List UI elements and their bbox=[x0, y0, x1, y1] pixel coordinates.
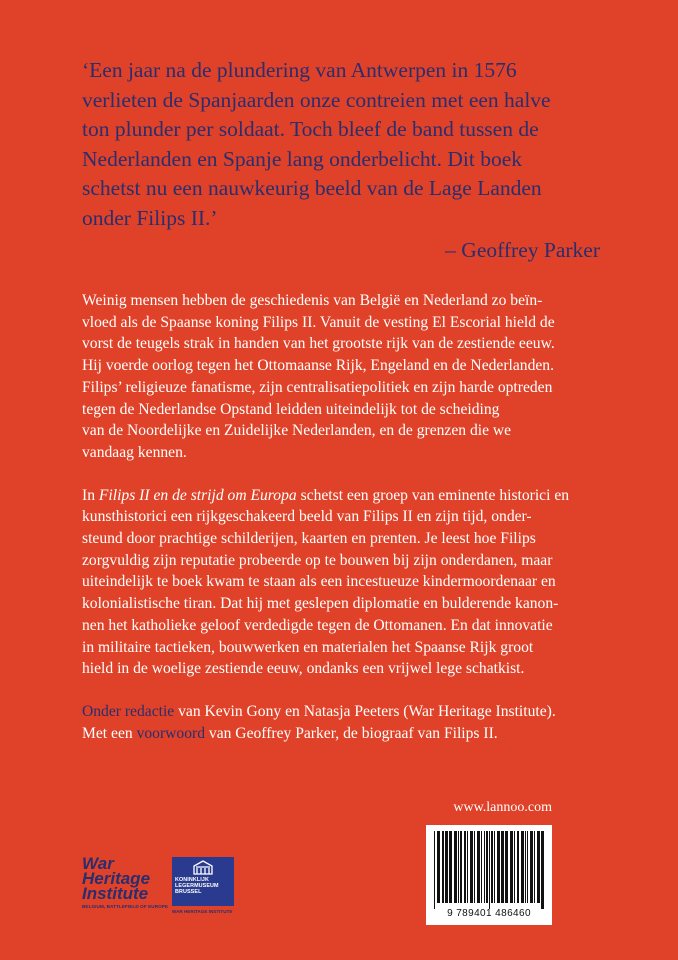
logo-line: KONINKLIJK bbox=[175, 877, 209, 883]
text-line: Hij voerde oorlog tegen het Ottomaanse Rijk, Engeland en de Nederlanden. bbox=[82, 357, 554, 375]
barcode-bar bbox=[497, 831, 500, 903]
credits bbox=[82, 701, 588, 744]
quote-author: – Geoffrey Parker bbox=[445, 237, 600, 262]
text-line: uiteindelijk te boek kwam te staan als een incestueuze kindermoordenaar en bbox=[82, 573, 556, 591]
barcode-bar bbox=[537, 831, 540, 903]
barcode-bar bbox=[534, 831, 535, 903]
barcode-bar bbox=[530, 831, 533, 903]
barcode-bar bbox=[514, 831, 515, 903]
credits-foreword-label: voorwoord bbox=[136, 724, 205, 742]
barcode-bar bbox=[517, 831, 519, 903]
barcode-bar bbox=[437, 831, 440, 903]
barcode-bar bbox=[442, 831, 444, 903]
text-line: Weinig mensen hebben de geschiedenis van België en Nederland zo beïn- bbox=[82, 292, 543, 309]
barcode-bar bbox=[477, 831, 480, 903]
barcode-bar bbox=[484, 831, 485, 903]
blurb-quote bbox=[82, 56, 602, 265]
isbn-barcode bbox=[426, 825, 552, 925]
barcode-bar bbox=[460, 831, 462, 903]
barcode-bar bbox=[491, 831, 493, 903]
barcode-bar bbox=[434, 831, 435, 909]
logo-text: War bbox=[82, 854, 114, 873]
text-line-suffix: schetst een groep van eminente historici en bbox=[296, 486, 570, 504]
quote-line: verlieten de Spanjaarden onze contreien met een halve bbox=[82, 87, 551, 112]
text-line: nen het katholieke geloof verdedigde tegen de Ottomanen. En dat innovatie bbox=[82, 616, 553, 634]
text-line: vandaag kennen. bbox=[82, 443, 187, 461]
text-line: van de Noordelijke en Zuidelijke Nederlanden, en de grenzen die we bbox=[82, 422, 512, 440]
building-icon bbox=[193, 860, 213, 875]
quote-line: ‘Een jaar na de plundering van Antwerpen in 1576 bbox=[82, 58, 517, 82]
credits-editors: van Kevin Gony en Natasja Peeters (War Heritage Institute). bbox=[174, 702, 556, 720]
text-line: hield in de woelige zestiende eeuw, ondanks een vrijwel lege schatkist. bbox=[82, 660, 525, 678]
description-paragraph-1 bbox=[82, 290, 588, 464]
logo-box bbox=[172, 857, 234, 906]
barcode-bar bbox=[449, 831, 452, 903]
barcode-bar bbox=[541, 831, 544, 909]
logo-text: Heritage bbox=[82, 869, 151, 888]
logo-tagline: WAR HERITAGE INSTITUTE bbox=[172, 909, 233, 914]
barcode-bar bbox=[474, 831, 475, 903]
text-line-prefix: In bbox=[82, 486, 99, 504]
description bbox=[82, 290, 588, 765]
quote-line: onder Filips II.’ bbox=[82, 205, 218, 230]
barcode-bar bbox=[525, 831, 526, 903]
barcode-bar bbox=[494, 831, 495, 903]
quote-line: Nederlanden en Spanje lang onderbelicht. Dit boek bbox=[82, 146, 523, 171]
barcode-bar bbox=[489, 831, 490, 909]
logo-tagline: BELGIUM, BATTLEFIELD OF EUROPE bbox=[82, 904, 169, 909]
credits-prefix: Met een bbox=[82, 724, 137, 742]
text-line: vorst de teugels strak in handen van het grootste rijk van de zestiende eeuw. bbox=[82, 335, 555, 353]
text-line: Filips’ religieuze fanatisme, zijn centralisatiepolitiek en zijn harde optreden bbox=[82, 378, 553, 396]
barcode-bar bbox=[467, 831, 468, 903]
text-line: kolonialistische tiran. Dat hij met geslepen diplomatie en bulderende kanon- bbox=[82, 595, 559, 613]
logo-text: Institute bbox=[82, 884, 149, 903]
barcode-bar bbox=[527, 831, 528, 903]
description-paragraph-2 bbox=[82, 485, 588, 680]
isbn-number: 9 789401 486460 bbox=[447, 908, 531, 919]
quote-line: schetst nu een nauwkeurig beeld van de Lage Landen bbox=[82, 176, 542, 201]
barcode-bar bbox=[470, 831, 473, 903]
barcode-bar bbox=[510, 831, 513, 903]
text-line: tegen de Nederlandse Opstand leidden uiteindelijk tot de scheiding bbox=[82, 400, 500, 418]
text-line: zorgvuldig zijn reputatie probeerde op te bouwen bij zijn onderdanen, maar bbox=[82, 551, 553, 569]
barcode-bar bbox=[458, 831, 459, 903]
barcode-bar bbox=[505, 831, 508, 903]
war-heritage-institute-logo bbox=[82, 854, 169, 930]
legermuseum-logo bbox=[172, 857, 234, 932]
barcode-bar bbox=[445, 831, 448, 903]
text-line: vloed als de Spaanse koning Filips II. Vanuit de vesting El Escorial hield de bbox=[82, 313, 555, 331]
credits-foreword: van Geoffrey Parker, de biograaf van Filips II. bbox=[205, 724, 498, 742]
book-title: Filips II en de strijd om Europa bbox=[98, 486, 297, 504]
credits-editor-label: Onder redactie bbox=[82, 702, 175, 720]
logo-line: BRUSSEL bbox=[175, 889, 202, 896]
text-line: steund door prachtige schilderijen, kaarten en prenten. Je leest hoe Filips bbox=[82, 530, 536, 548]
barcode-bar bbox=[454, 831, 457, 903]
text-line: in militaire tactieken, bouwwerken en materialen het Spaanse Rijk groot bbox=[82, 638, 534, 656]
barcode-bar bbox=[464, 831, 466, 903]
logo-line: LEGERMUSEUM bbox=[175, 883, 219, 890]
text-line: kunsthistorici een rijkgeschakeerd beeld van Filips II en zijn tijd, onder- bbox=[82, 508, 532, 526]
logo-text bbox=[175, 877, 219, 896]
barcode-bar bbox=[521, 831, 524, 903]
barcode-bar bbox=[481, 831, 482, 903]
barcode-bar bbox=[501, 831, 504, 903]
barcode-bar bbox=[486, 831, 488, 903]
quote-line: ton plunder per soldaat. Toch bleef de band tussen de bbox=[82, 117, 539, 142]
publisher-website: www.lannoo.com bbox=[453, 800, 552, 815]
